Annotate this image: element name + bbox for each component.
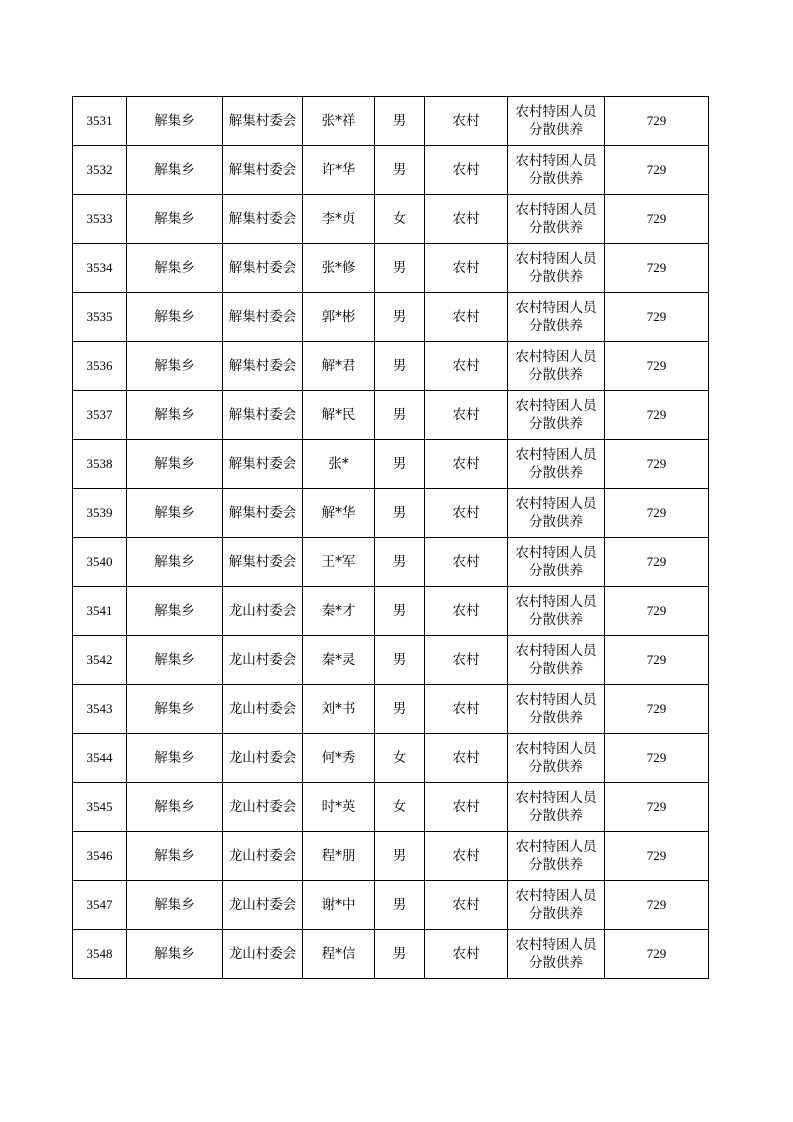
village-committee-cell: 龙山村委会 xyxy=(223,734,303,783)
area-type-cell: 农村 xyxy=(425,538,508,587)
gender-cell: 男 xyxy=(375,97,425,146)
village-committee-cell: 解集村委会 xyxy=(223,489,303,538)
person-name-cell: 张*祥 xyxy=(303,97,375,146)
gender-cell: 男 xyxy=(375,636,425,685)
assistance-category-cell: 农村特困人员分散供养 xyxy=(508,832,605,881)
gender-cell: 男 xyxy=(375,146,425,195)
serial-number-cell: 3537 xyxy=(73,391,127,440)
township-cell: 解集乡 xyxy=(127,636,223,685)
village-committee-cell: 龙山村委会 xyxy=(223,783,303,832)
person-name-cell: 刘*书 xyxy=(303,685,375,734)
township-cell: 解集乡 xyxy=(127,734,223,783)
serial-number-cell: 3545 xyxy=(73,783,127,832)
person-name-cell: 解*民 xyxy=(303,391,375,440)
assistance-category-cell: 农村特困人员分散供养 xyxy=(508,685,605,734)
table-row xyxy=(73,734,709,783)
assistance-category-cell: 农村特困人员分散供养 xyxy=(508,587,605,636)
amount-cell: 729 xyxy=(605,587,709,636)
serial-number-cell: 3544 xyxy=(73,734,127,783)
township-cell: 解集乡 xyxy=(127,538,223,587)
table-row xyxy=(73,587,709,636)
gender-cell: 男 xyxy=(375,244,425,293)
table-row xyxy=(73,195,709,244)
assistance-category-cell: 农村特困人员分散供养 xyxy=(508,97,605,146)
township-cell: 解集乡 xyxy=(127,489,223,538)
area-type-cell: 农村 xyxy=(425,391,508,440)
table-row xyxy=(73,881,709,930)
serial-number-cell: 3536 xyxy=(73,342,127,391)
serial-number-cell: 3539 xyxy=(73,489,127,538)
serial-number-cell: 3538 xyxy=(73,440,127,489)
village-committee-cell: 龙山村委会 xyxy=(223,881,303,930)
serial-number-cell: 3546 xyxy=(73,832,127,881)
amount-cell: 729 xyxy=(605,342,709,391)
area-type-cell: 农村 xyxy=(425,244,508,293)
serial-number-cell: 3547 xyxy=(73,881,127,930)
table-row xyxy=(73,146,709,195)
amount-cell: 729 xyxy=(605,146,709,195)
assistance-category-cell: 农村特困人员分散供养 xyxy=(508,342,605,391)
assistance-category-cell: 农村特困人员分散供养 xyxy=(508,244,605,293)
gender-cell: 男 xyxy=(375,685,425,734)
area-type-cell: 农村 xyxy=(425,97,508,146)
township-cell: 解集乡 xyxy=(127,685,223,734)
serial-number-cell: 3533 xyxy=(73,195,127,244)
amount-cell: 729 xyxy=(605,440,709,489)
village-committee-cell: 解集村委会 xyxy=(223,293,303,342)
township-cell: 解集乡 xyxy=(127,244,223,293)
township-cell: 解集乡 xyxy=(127,293,223,342)
township-cell: 解集乡 xyxy=(127,391,223,440)
assistance-category-cell: 农村特困人员分散供养 xyxy=(508,783,605,832)
assistance-roster-table xyxy=(72,96,709,979)
serial-number-cell: 3531 xyxy=(73,97,127,146)
gender-cell: 男 xyxy=(375,489,425,538)
person-name-cell: 秦*灵 xyxy=(303,636,375,685)
township-cell: 解集乡 xyxy=(127,930,223,979)
serial-number-cell: 3541 xyxy=(73,587,127,636)
serial-number-cell: 3532 xyxy=(73,146,127,195)
amount-cell: 729 xyxy=(605,930,709,979)
area-type-cell: 农村 xyxy=(425,930,508,979)
person-name-cell: 解*君 xyxy=(303,342,375,391)
assistance-category-cell: 农村特困人员分散供养 xyxy=(508,881,605,930)
gender-cell: 男 xyxy=(375,832,425,881)
township-cell: 解集乡 xyxy=(127,97,223,146)
amount-cell: 729 xyxy=(605,195,709,244)
area-type-cell: 农村 xyxy=(425,146,508,195)
amount-cell: 729 xyxy=(605,489,709,538)
table-row xyxy=(73,342,709,391)
assistance-category-cell: 农村特困人员分散供养 xyxy=(508,636,605,685)
village-committee-cell: 龙山村委会 xyxy=(223,587,303,636)
gender-cell: 男 xyxy=(375,881,425,930)
amount-cell: 729 xyxy=(605,636,709,685)
table-row xyxy=(73,783,709,832)
serial-number-cell: 3548 xyxy=(73,930,127,979)
village-committee-cell: 解集村委会 xyxy=(223,244,303,293)
amount-cell: 729 xyxy=(605,783,709,832)
amount-cell: 729 xyxy=(605,881,709,930)
table-row xyxy=(73,685,709,734)
area-type-cell: 农村 xyxy=(425,685,508,734)
amount-cell: 729 xyxy=(605,832,709,881)
assistance-category-cell: 农村特困人员分散供养 xyxy=(508,440,605,489)
assistance-category-cell: 农村特困人员分散供养 xyxy=(508,391,605,440)
township-cell: 解集乡 xyxy=(127,440,223,489)
village-committee-cell: 解集村委会 xyxy=(223,538,303,587)
amount-cell: 729 xyxy=(605,685,709,734)
village-committee-cell: 解集村委会 xyxy=(223,391,303,440)
area-type-cell: 农村 xyxy=(425,440,508,489)
table-row xyxy=(73,97,709,146)
person-name-cell: 秦*才 xyxy=(303,587,375,636)
person-name-cell: 解*华 xyxy=(303,489,375,538)
person-name-cell: 许*华 xyxy=(303,146,375,195)
gender-cell: 女 xyxy=(375,734,425,783)
area-type-cell: 农村 xyxy=(425,832,508,881)
person-name-cell: 程*信 xyxy=(303,930,375,979)
area-type-cell: 农村 xyxy=(425,489,508,538)
assistance-category-cell: 农村特困人员分散供养 xyxy=(508,195,605,244)
gender-cell: 女 xyxy=(375,783,425,832)
table-row xyxy=(73,538,709,587)
person-name-cell: 王*军 xyxy=(303,538,375,587)
serial-number-cell: 3543 xyxy=(73,685,127,734)
amount-cell: 729 xyxy=(605,391,709,440)
area-type-cell: 农村 xyxy=(425,636,508,685)
area-type-cell: 农村 xyxy=(425,342,508,391)
gender-cell: 男 xyxy=(375,391,425,440)
gender-cell: 男 xyxy=(375,293,425,342)
person-name-cell: 张*修 xyxy=(303,244,375,293)
person-name-cell: 郭*彬 xyxy=(303,293,375,342)
person-name-cell: 时*英 xyxy=(303,783,375,832)
amount-cell: 729 xyxy=(605,293,709,342)
amount-cell: 729 xyxy=(605,538,709,587)
assistance-category-cell: 农村特困人员分散供养 xyxy=(508,293,605,342)
serial-number-cell: 3542 xyxy=(73,636,127,685)
gender-cell: 男 xyxy=(375,587,425,636)
table-row xyxy=(73,440,709,489)
village-committee-cell: 解集村委会 xyxy=(223,146,303,195)
area-type-cell: 农村 xyxy=(425,195,508,244)
assistance-category-cell: 农村特困人员分散供养 xyxy=(508,146,605,195)
gender-cell: 女 xyxy=(375,195,425,244)
area-type-cell: 农村 xyxy=(425,783,508,832)
gender-cell: 男 xyxy=(375,930,425,979)
table-body xyxy=(73,97,709,979)
village-committee-cell: 解集村委会 xyxy=(223,97,303,146)
assistance-category-cell: 农村特困人员分散供养 xyxy=(508,734,605,783)
village-committee-cell: 龙山村委会 xyxy=(223,685,303,734)
township-cell: 解集乡 xyxy=(127,195,223,244)
township-cell: 解集乡 xyxy=(127,146,223,195)
village-committee-cell: 龙山村委会 xyxy=(223,930,303,979)
township-cell: 解集乡 xyxy=(127,783,223,832)
township-cell: 解集乡 xyxy=(127,587,223,636)
assistance-category-cell: 农村特困人员分散供养 xyxy=(508,930,605,979)
amount-cell: 729 xyxy=(605,734,709,783)
gender-cell: 男 xyxy=(375,538,425,587)
serial-number-cell: 3540 xyxy=(73,538,127,587)
table-row xyxy=(73,489,709,538)
area-type-cell: 农村 xyxy=(425,734,508,783)
village-committee-cell: 龙山村委会 xyxy=(223,636,303,685)
person-name-cell: 何*秀 xyxy=(303,734,375,783)
serial-number-cell: 3535 xyxy=(73,293,127,342)
person-name-cell: 谢*中 xyxy=(303,881,375,930)
township-cell: 解集乡 xyxy=(127,342,223,391)
table-row xyxy=(73,930,709,979)
table-row xyxy=(73,293,709,342)
area-type-cell: 农村 xyxy=(425,881,508,930)
amount-cell: 729 xyxy=(605,97,709,146)
assistance-category-cell: 农村特困人员分散供养 xyxy=(508,538,605,587)
amount-cell: 729 xyxy=(605,244,709,293)
area-type-cell: 农村 xyxy=(425,293,508,342)
person-name-cell: 张* xyxy=(303,440,375,489)
village-committee-cell: 解集村委会 xyxy=(223,195,303,244)
serial-number-cell: 3534 xyxy=(73,244,127,293)
table-row xyxy=(73,244,709,293)
village-committee-cell: 解集村委会 xyxy=(223,440,303,489)
village-committee-cell: 解集村委会 xyxy=(223,342,303,391)
township-cell: 解集乡 xyxy=(127,832,223,881)
assistance-category-cell: 农村特困人员分散供养 xyxy=(508,489,605,538)
gender-cell: 男 xyxy=(375,440,425,489)
village-committee-cell: 龙山村委会 xyxy=(223,832,303,881)
table-row xyxy=(73,832,709,881)
gender-cell: 男 xyxy=(375,342,425,391)
township-cell: 解集乡 xyxy=(127,881,223,930)
table-row xyxy=(73,636,709,685)
table-row xyxy=(73,391,709,440)
person-name-cell: 程*朋 xyxy=(303,832,375,881)
area-type-cell: 农村 xyxy=(425,587,508,636)
person-name-cell: 李*贞 xyxy=(303,195,375,244)
